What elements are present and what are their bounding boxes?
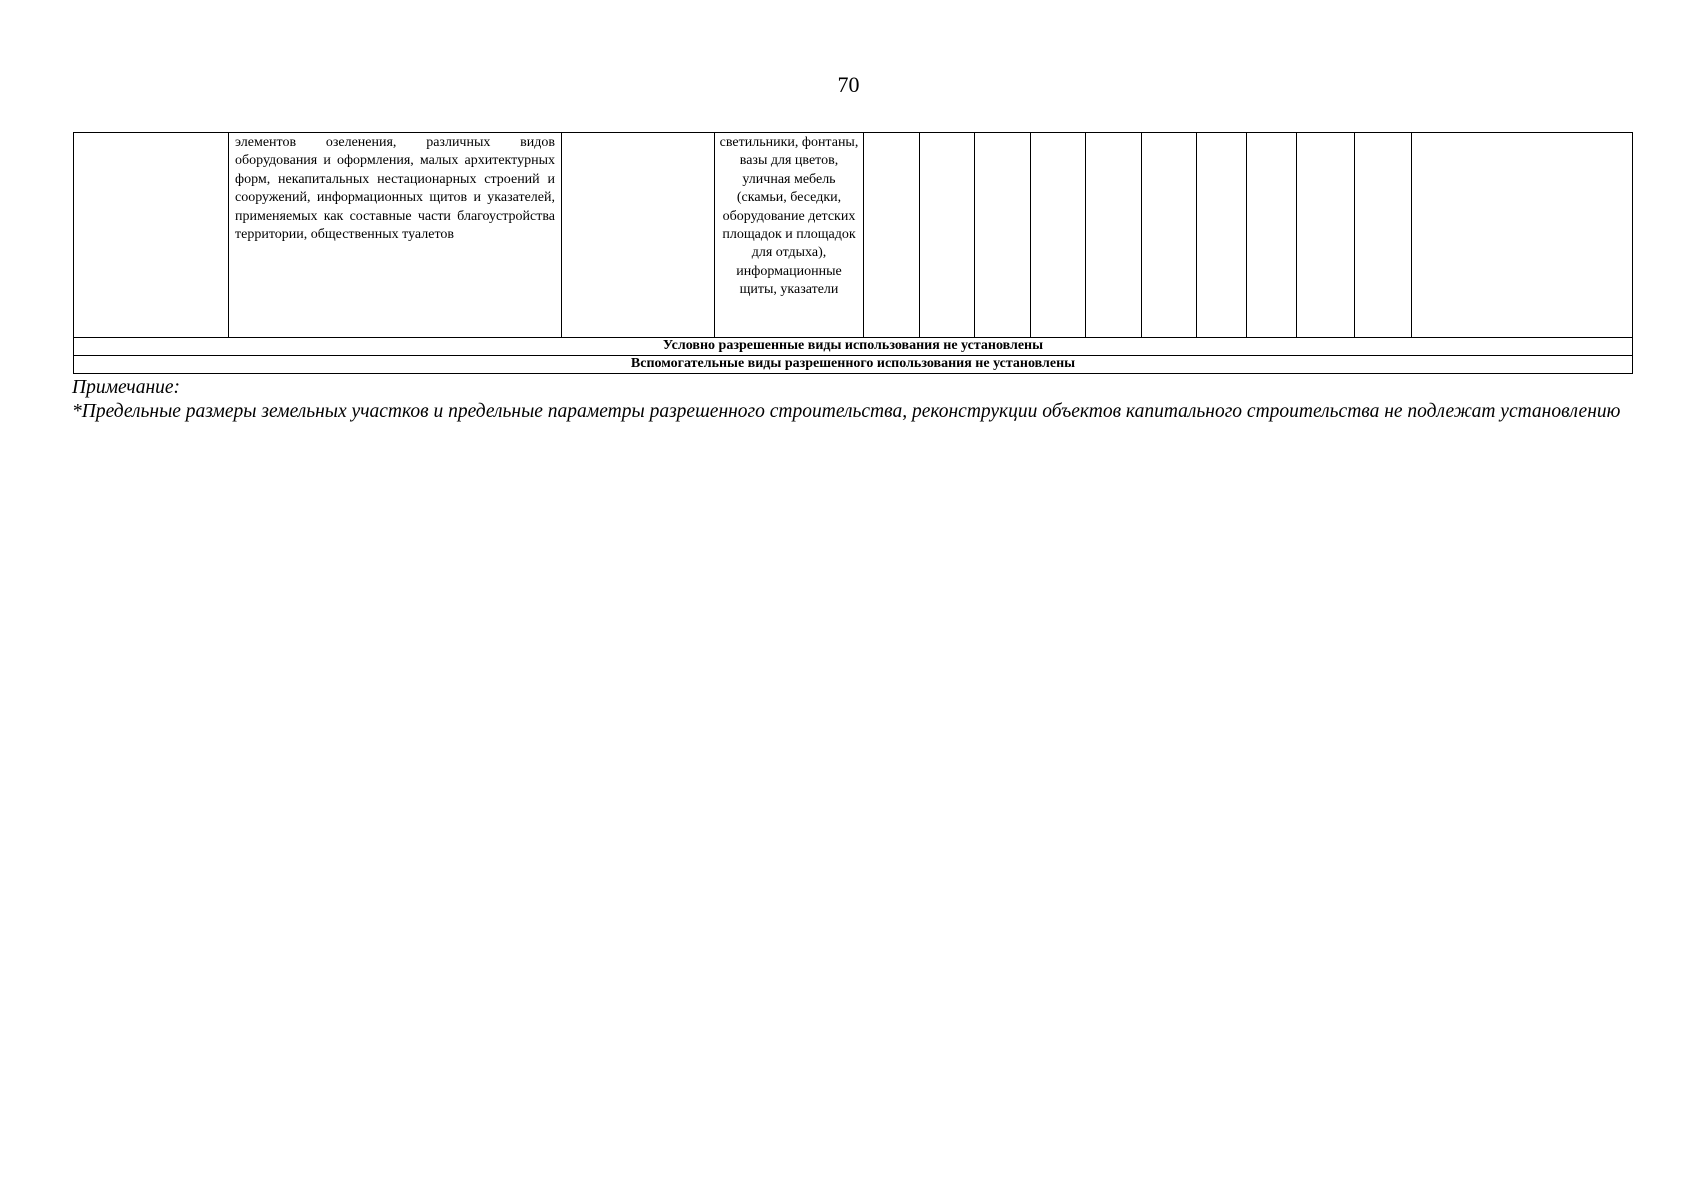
table-cell-empty — [1355, 133, 1412, 338]
table-cell-empty — [1086, 133, 1142, 338]
zoning-table — [73, 132, 1633, 374]
table-cell-empty — [920, 133, 975, 338]
table-cell-description: элементов озеленения, различных видов оборудования и оформления, малых архитектурных форм, некапитальных нестационарных строений и сооружений, информационных щитов и указателей, применяемых как составные части благоустройства территории, общественных туалетов — [229, 133, 562, 338]
note-text: *Предельные размеры земельных участков и предельные параметры разрешенного строительства, реконструкции объектов капитального строительства не подлежат установлению — [72, 401, 1621, 422]
table-cell-empty — [864, 133, 920, 338]
table-row — [74, 133, 1633, 338]
page-number: 70 — [837, 72, 860, 97]
conditional-uses-heading: Условно разрешенные виды использования не установлены — [74, 338, 1633, 356]
table-cell-empty — [1197, 133, 1247, 338]
table-cell-empty — [1412, 133, 1633, 338]
table-cell-empty — [1297, 133, 1355, 338]
table-row-auxiliary-uses — [74, 356, 1633, 374]
table-cell-examples: светильники, фонтаны, вазы для цветов, уличная мебель (скамьи, беседки, оборудование детских площадок и площадок для отдыха), информационные щиты, указатели — [715, 133, 864, 338]
table-cell-empty — [1031, 133, 1086, 338]
table-row-conditional-uses — [74, 338, 1633, 356]
table-cell-empty — [74, 133, 229, 338]
note-title: Примечание: — [72, 377, 181, 398]
table-cell-empty — [1247, 133, 1297, 338]
table-cell-empty — [562, 133, 715, 338]
table-cell-empty — [975, 133, 1031, 338]
table-cell-empty — [1142, 133, 1197, 338]
auxiliary-uses-heading: Вспомогательные виды разрешенного использования не установлены — [74, 356, 1633, 374]
note-block — [72, 376, 1632, 424]
